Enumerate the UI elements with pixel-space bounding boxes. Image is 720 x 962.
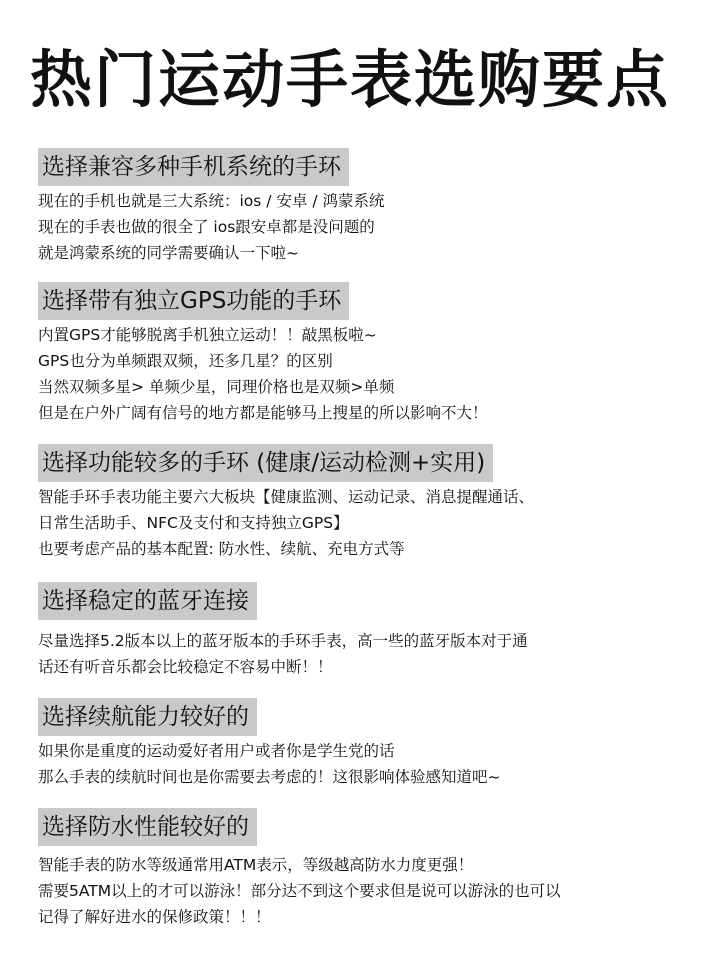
body-line: 记得了解好进水的保修政策！！！ (38, 908, 271, 926)
body-line: 那么手表的续航时间也是你需要去考虑的！这很影响体验感知道吧~ (38, 768, 501, 786)
body-line: GPS也分为单频跟双频，还多几星？的区别 (38, 352, 333, 370)
body-line: 也要考虑产品的基本配置: 防水性、续航、充电方式等 (38, 540, 405, 558)
section-waterproof (38, 808, 698, 930)
section-heading: 选择功能较多的手环 (健康/运动检测+实用) (38, 444, 493, 482)
section-gps (38, 282, 698, 426)
body-line: 话还有听音乐都会比较稳定不容易中断！！ (38, 658, 333, 676)
section-heading: 选择带有独立GPS功能的手环 (38, 282, 349, 320)
body-line: 内置GPS才能够脱离手机独立运动！！敲黑板啦~ (38, 326, 377, 344)
body-line: 尽量选择5.2版本以上的蓝牙版本的手环手表，高一些的蓝牙版本对于通 (38, 632, 528, 650)
section-battery (38, 698, 698, 790)
body-line: 智能手表的防水等级通常用ATM表示，等级越高防水力度更强！ (38, 856, 474, 874)
section-heading: 选择兼容多种手机系统的手环 (38, 148, 349, 186)
body-line: 如果你是重度的运动爱好者用户或者你是学生党的话 (38, 742, 395, 760)
page-title: 热门运动手表选购要点 (30, 43, 671, 116)
body-line: 当然双频多星> 单频少星，同理价格也是双频>单频 (38, 378, 395, 396)
body-line: 就是鸿蒙系统的同学需要确认一下啦~ (38, 244, 299, 262)
body-line: 智能手环手表功能主要六大板块【健康监测、运动记录、消息提醒通话、 (38, 488, 535, 506)
section-bluetooth (38, 582, 698, 680)
section-heading: 选择防水性能较好的 (38, 808, 257, 846)
body-line: 现在的手表也做的很全了 ios跟安卓都是没问题的 (38, 218, 375, 236)
section-features (38, 444, 698, 562)
body-line: 现在的手机也就是三大系统：ios / 安卓 / 鸿蒙系统 (38, 192, 385, 210)
body-line: 需要5ATM以上的才可以游泳！部分达不到这个要求但是说可以游泳的也可以 (38, 882, 561, 900)
section-heading: 选择续航能力较好的 (38, 698, 257, 736)
section-heading: 选择稳定的蓝牙连接 (38, 582, 257, 620)
body-line: 但是在户外广阔有信号的地方都是能够马上搜星的所以影响不大！ (38, 404, 488, 422)
section-compatibility (38, 148, 698, 266)
body-line: 日常生活助手、NFC及支付和支持独立GPS】 (38, 514, 349, 532)
